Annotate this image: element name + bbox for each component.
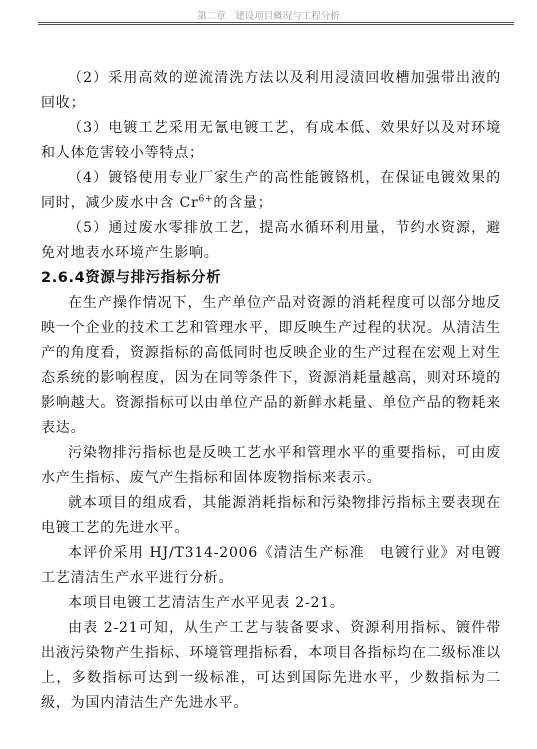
list-item-4-text: （4）镀铬使用专业厂家生产的高性能镀铬机，在保证电镀效果的同时，减少废水中含 Cr [41,170,501,211]
header-rule [38,22,514,25]
chromium-ion-superscript: 6+ [198,194,214,205]
paragraph-pollutant-indicators: 污染物排污指标也是反映工艺水平和管理水平的重要指标，可由废水产生指标、废气产生指标和固体废物指标来表示。 [41,445,501,486]
paragraph-evaluation-standard: 本评价采用 HJ/T314-2006《清洁生产标准 电镀行业》对电镀工艺清洁生产水平进行分析。 [41,545,501,586]
list-item-2: （2）采用高效的逆流清洗方法以及利用浸渍回收槽加强带出液的回收； [41,70,501,111]
paragraph-conclusion: 由表 2-21可知，从生产工艺与装备要求、资源利用指标、镀件带出液污染物产生指标、环境管理指标看，本项目各指标均在二级标准以上，多数指标可达到一级标准，可达到国际先进水平，少数指标为二级，为国内清洁生产先进水平。 [41,620,501,711]
list-item-4 [41,166,501,216]
page-body [41,66,501,716]
paragraph-resource-indicators: 在生产操作情况下，生产单位产品对资源的消耗程度可以部分地反映一个企业的技术工艺和管理水平，即反映生产过程的状况。从清洁生产的角度看，资源指标的高低同时也反映企业的生产过程在宏观上对生态系统的影响程度，因为在同等条件下，资源消耗量越高，则对环境的影响越大。资源指标可以由单位产品的新鲜水耗量、单位产品的物耗来表达。 [41,295,501,436]
paragraph-table-reference: 本项目电镀工艺清洁生产水平见表 2-21。 [68,595,345,611]
list-item-3: （3）电镀工艺采用无氰电镀工艺，有成本低、效果好以及对环境和人体危害较小等特点； [41,120,501,161]
paragraph-project-composition: 就本项目的组成看，其能源消耗指标和污染物排污指标主要表现在电镀工艺的先进水平。 [41,495,501,536]
list-item-4-tail: 的含量； [213,195,273,211]
running-header: 第二章 建设项目概况与工程分析 [197,11,340,22]
list-item-5: （5）通过废水零排放工艺，提高水循环利用量，节约水资源，避免对地表水环境产生影响。 [41,220,501,261]
section-heading: 2.6.4资源与排污指标分析 [41,270,222,286]
